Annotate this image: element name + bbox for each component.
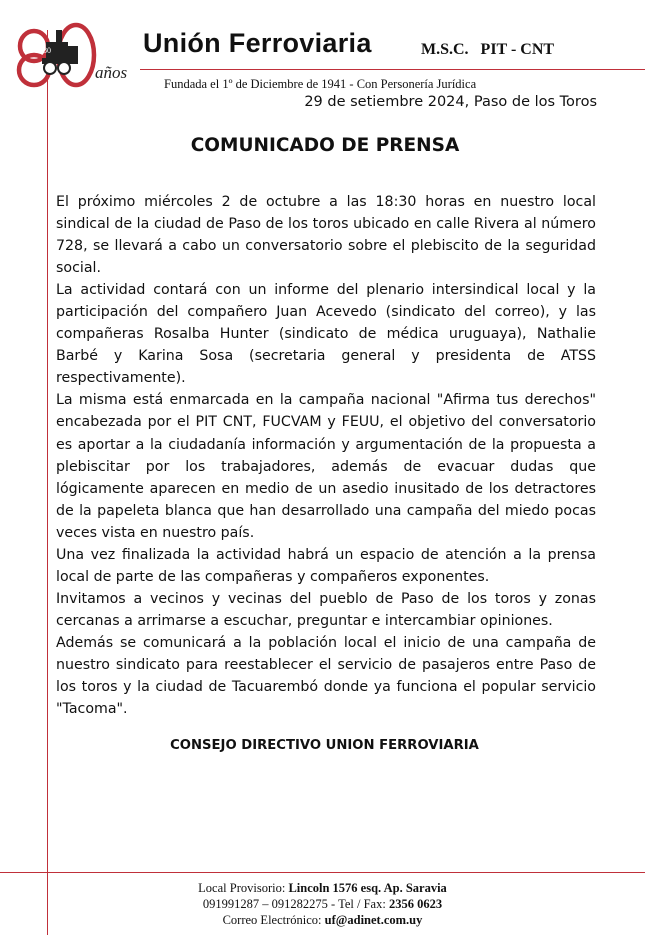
email-label: Correo Electrónico: [222,913,325,927]
body-paragraph: La actividad contará con un informe del plenario intersindical local y la participación del compañero Juan Acevedo (sindicato del correo), y las compañeras Rosalba Hunter (sindicato de médica uruguaya), Nathalie Barbé y Karina Sosa (secretaria general y presidenta de ATSS respectivamente). [56,282,596,387]
email-value: uf@adinet.com.uy [324,913,423,927]
body-paragraph: El próximo miércoles 2 de octubre a las 18:30 horas en nuestro local sindical de la ciudad de Paso de los toros ubicado en calle Rivera al número 728, se llevará a cabo un conversatorio sobre el plebiscito de la seguridad social. [56,194,596,277]
locomotive-80-years-logo-icon [12,20,144,90]
address-label: Local Provisorio: [198,881,289,895]
body-paragraph: Invitamos a vecinos y vecinas del pueblo de Paso de los toros y zonas cercanas a arrimarse a escuchar, preguntar e intercambiar opiniones. [56,590,596,629]
body-paragraph: Una vez finalizada la actividad habrá un espacio de atención a la prensa local de parte de las compañeras y compañeros exponentes. [56,546,596,585]
footer-rule [0,872,645,873]
header-rule [140,69,645,70]
press-release-title: COMUNICADO DE PRENSA [190,135,460,156]
signature: CONSEJO DIRECTIVO UNION FERROVIARIA [170,738,479,753]
body-paragraph: La misma está enmarcada en la campaña nacional "Afirma tus derechos" encabezada por el PIT CNT, FUCVAM y FEUU, el objetivo del conversatorio es aportar a la ciudadanía información y argumentación de la propuesta a plebiscitar por los trabajadores, además de evacuar dudas que lógicamente aparecen en medio de un asedio inusitado de los detractores de la papeleta blanca que han desarrollado una campaña del miedo pocas veces vista en nuestro país. [56,392,596,541]
body-paragraph: Además se comunicará a la población local el inicio de una campaña de nuestro sindicato para reestablecer el servicio de pasajeros entre Paso de los toros y la ciudad de Tacuarembó donde ya funciona el popular servicio "Tacoma". [56,634,596,718]
logo-number: 80 [43,46,51,55]
organization-affiliation: M.S.C. PIT - CNT [421,41,555,58]
organization-name: Unión Ferroviaria [143,28,372,58]
footer-phones [0,896,645,912]
phones-text: 091991287 – 091282275 - Tel / Fax: [202,897,389,911]
footer-email [0,912,645,928]
margin-rule-vertical [47,30,48,935]
founding-note: Fundada el 1º de Diciembre de 1941 - Con Personería Jurídica [164,77,477,91]
footer-contact [0,880,645,928]
press-release-body [56,191,596,720]
date-place: 29 de setiembre 2024, Paso de los Toros [304,94,597,110]
logo-word: años [95,63,128,82]
footer-address [0,880,645,896]
address-value: Lincoln 1576 esq. Ap. Saravia [288,881,447,895]
fax-value: 2356 0623 [388,897,443,911]
